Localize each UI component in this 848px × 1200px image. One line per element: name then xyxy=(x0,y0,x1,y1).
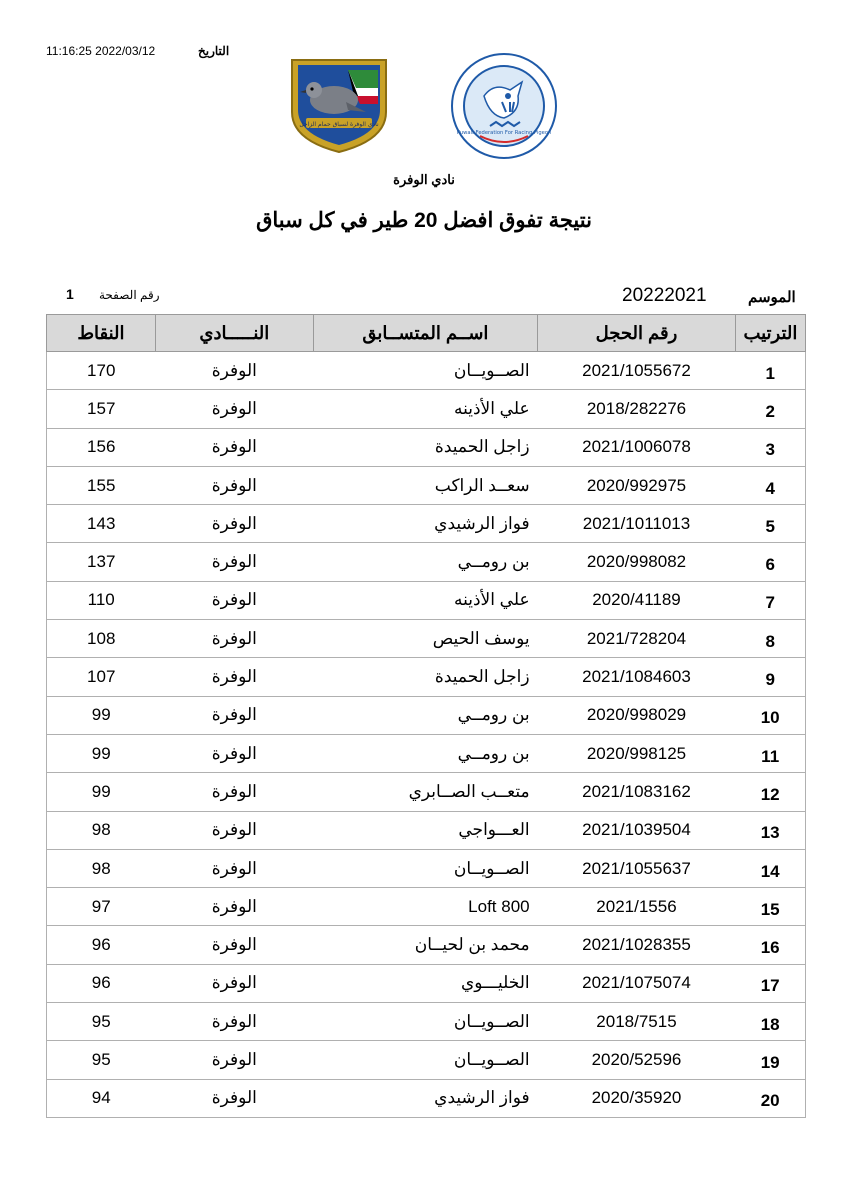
ring-number-cell: 2020/998082 xyxy=(538,543,736,581)
table-row xyxy=(47,964,806,1002)
table-row xyxy=(47,926,806,964)
club-cell: الوفرة xyxy=(155,773,313,811)
rank-cell xyxy=(735,1003,805,1041)
club-cell: الوفرة xyxy=(155,849,313,887)
ring-number-cell: 2021/1055672 xyxy=(538,352,736,390)
club-cell: الوفرة xyxy=(155,505,313,543)
season-value: 20222021 xyxy=(622,285,707,306)
table-row xyxy=(47,1041,806,1079)
table-row xyxy=(47,734,806,772)
points-cell: 156 xyxy=(47,428,156,466)
points-cell: 97 xyxy=(47,888,156,926)
table-row xyxy=(47,352,806,390)
season-label: الموسم xyxy=(748,289,796,306)
ring-number-cell: 2021/728204 xyxy=(538,620,736,658)
club-cell: الوفرة xyxy=(155,543,313,581)
header-points: النقاط xyxy=(47,315,156,352)
header-ring: رقم الحجل xyxy=(538,315,736,352)
competitor-name-cell: علي الأذينه xyxy=(313,581,537,619)
ring-number-cell: 2021/1006078 xyxy=(538,428,736,466)
competitor-name-cell: محمد بن لحيــان xyxy=(313,926,537,964)
table-row xyxy=(47,1079,806,1117)
competitor-name-cell: زاجل الحميدة xyxy=(313,428,537,466)
club-cell: الوفرة xyxy=(155,926,313,964)
points-cell: 170 xyxy=(47,352,156,390)
competitor-name-cell: الصــويــان xyxy=(313,849,537,887)
club-cell: الوفرة xyxy=(155,1079,313,1117)
header-club: النـــــادي xyxy=(155,315,313,352)
table-row xyxy=(47,466,806,504)
ring-number-cell: 2020/992975 xyxy=(538,466,736,504)
competitor-name-cell: الصــويــان xyxy=(313,1041,537,1079)
rank-value: 14 xyxy=(760,861,780,881)
ring-number-cell: 2021/1084603 xyxy=(538,658,736,696)
ring-number-cell: 2021/1556 xyxy=(538,888,736,926)
club-cell: الوفرة xyxy=(155,390,313,428)
table-row xyxy=(47,696,806,734)
points-cell: 99 xyxy=(47,734,156,772)
ring-number-cell: 2020/998125 xyxy=(538,734,736,772)
rank-cell xyxy=(735,543,805,581)
rank-value: 13 xyxy=(760,823,780,843)
competitor-name-cell: بن رومــي xyxy=(313,696,537,734)
points-cell: 94 xyxy=(47,1079,156,1117)
rank-value: 9 xyxy=(765,670,775,690)
club-cell: الوفرة xyxy=(155,658,313,696)
club-cell: الوفرة xyxy=(155,696,313,734)
ring-number-cell: 2021/1055637 xyxy=(538,849,736,887)
points-cell: 96 xyxy=(47,964,156,1002)
table-row xyxy=(47,620,806,658)
points-cell: 98 xyxy=(47,849,156,887)
competitor-name-cell: علي الأذينه xyxy=(313,390,537,428)
ring-number-cell: 2020/998029 xyxy=(538,696,736,734)
points-cell: 143 xyxy=(47,505,156,543)
points-cell: 95 xyxy=(47,1041,156,1079)
rank-cell xyxy=(735,428,805,466)
competitor-name-cell: يوسف الحيص xyxy=(313,620,537,658)
table-row xyxy=(47,505,806,543)
rank-cell xyxy=(735,620,805,658)
rank-cell xyxy=(735,1041,805,1079)
points-cell: 108 xyxy=(47,620,156,658)
competitor-name-cell: الصــويــان xyxy=(313,1003,537,1041)
club-cell: الوفرة xyxy=(155,888,313,926)
ring-number-cell: 2021/1083162 xyxy=(538,773,736,811)
competitor-name-cell: بن رومــي xyxy=(313,543,537,581)
club-name: نادي الوفرة xyxy=(393,172,455,187)
rank-value: 1 xyxy=(765,363,775,383)
rank-cell xyxy=(735,505,805,543)
rank-cell xyxy=(735,390,805,428)
rank-cell xyxy=(735,773,805,811)
points-cell: 96 xyxy=(47,926,156,964)
table-row xyxy=(47,581,806,619)
page-number-label: رقم الصفحة xyxy=(99,288,160,302)
club-cell: الوفرة xyxy=(155,352,313,390)
table-header-row xyxy=(47,315,806,352)
federation-logo xyxy=(450,52,558,160)
club-cell: الوفرة xyxy=(155,734,313,772)
table-row xyxy=(47,849,806,887)
points-cell: 155 xyxy=(47,466,156,504)
competitor-name-cell: Loft 800 xyxy=(313,888,537,926)
rank-value: 7 xyxy=(765,593,775,613)
table-row xyxy=(47,811,806,849)
rank-cell xyxy=(735,964,805,1002)
club-cell: الوفرة xyxy=(155,1003,313,1041)
points-cell: 110 xyxy=(47,581,156,619)
print-datetime: 11:16:25 2022/03/12 xyxy=(46,44,156,58)
points-cell: 107 xyxy=(47,658,156,696)
table-row xyxy=(47,543,806,581)
rank-value: 3 xyxy=(765,440,775,460)
points-cell: 95 xyxy=(47,1003,156,1041)
date-label: التاريخ xyxy=(198,44,230,58)
rank-cell xyxy=(735,581,805,619)
ring-number-cell: 2021/1011013 xyxy=(538,505,736,543)
table-row xyxy=(47,658,806,696)
rank-value: 5 xyxy=(765,516,775,536)
points-cell: 98 xyxy=(47,811,156,849)
rank-cell xyxy=(735,696,805,734)
rank-value: 15 xyxy=(760,899,780,919)
page-number-value: 1 xyxy=(66,286,74,302)
points-cell: 157 xyxy=(47,390,156,428)
rank-value: 8 xyxy=(765,631,775,651)
competitor-name-cell: متعــب الصــابري xyxy=(313,773,537,811)
rank-value: 4 xyxy=(765,478,775,498)
club-logo xyxy=(286,56,392,154)
club-cell: الوفرة xyxy=(155,1041,313,1079)
table-row xyxy=(47,773,806,811)
rank-cell xyxy=(735,658,805,696)
rank-value: 17 xyxy=(760,976,780,996)
competitor-name-cell: سعــد الراكب xyxy=(313,466,537,504)
ring-number-cell: 2021/1039504 xyxy=(538,811,736,849)
header-rank: الترتيب xyxy=(735,315,805,352)
ring-number-cell: 2021/1028355 xyxy=(538,926,736,964)
club-cell: الوفرة xyxy=(155,620,313,658)
rank-value: 16 xyxy=(760,938,780,958)
club-logo-text: نادي الوفرة لسباق حمام الزاجل xyxy=(299,121,379,128)
rank-value: 12 xyxy=(760,784,780,804)
points-cell: 99 xyxy=(47,696,156,734)
ring-number-cell: 2020/35920 xyxy=(538,1079,736,1117)
rank-value: 20 xyxy=(760,1091,780,1111)
points-cell: 99 xyxy=(47,773,156,811)
competitor-name-cell: زاجل الحميدة xyxy=(313,658,537,696)
report-title: نتيجة تفوق افضل 20 طير في كل سباق xyxy=(256,209,592,232)
rank-cell xyxy=(735,1079,805,1117)
rank-value: 10 xyxy=(760,708,780,728)
rank-cell xyxy=(735,849,805,887)
rank-cell xyxy=(735,352,805,390)
ring-number-cell: 2020/41189 xyxy=(538,581,736,619)
table-row xyxy=(47,390,806,428)
table-row xyxy=(47,1003,806,1041)
club-cell: الوفرة xyxy=(155,428,313,466)
rank-value: 11 xyxy=(761,746,780,766)
club-cell: الوفرة xyxy=(155,466,313,504)
rank-value: 2 xyxy=(765,401,775,421)
competitor-name-cell: بن رومــي xyxy=(313,734,537,772)
club-cell: الوفرة xyxy=(155,581,313,619)
rank-value: 18 xyxy=(760,1014,780,1034)
ring-number-cell: 2020/52596 xyxy=(538,1041,736,1079)
ring-number-cell: 2018/282276 xyxy=(538,390,736,428)
rank-cell xyxy=(735,811,805,849)
rank-value: 6 xyxy=(765,555,775,575)
competitor-name-cell: الصــويــان xyxy=(313,352,537,390)
competitor-name-cell: العـــواجي xyxy=(313,811,537,849)
club-cell: الوفرة xyxy=(155,811,313,849)
competitor-name-cell: فواز الرشيدي xyxy=(313,1079,537,1117)
table-row xyxy=(47,428,806,466)
club-cell: الوفرة xyxy=(155,964,313,1002)
points-cell: 137 xyxy=(47,543,156,581)
table-row xyxy=(47,888,806,926)
rank-cell xyxy=(735,466,805,504)
federation-logo-text: Kuwait Federation For Racing Pigeon xyxy=(456,130,552,136)
ring-number-cell: 2018/7515 xyxy=(538,1003,736,1041)
rank-cell xyxy=(735,888,805,926)
ring-number-cell: 2021/1075074 xyxy=(538,964,736,1002)
competitor-name-cell: الخليـــوي xyxy=(313,964,537,1002)
rank-cell xyxy=(735,926,805,964)
competitor-name-cell: فواز الرشيدي xyxy=(313,505,537,543)
rank-value: 19 xyxy=(760,1052,780,1072)
results-table xyxy=(46,314,806,1118)
rank-cell xyxy=(735,734,805,772)
header-name: اســم المتســابق xyxy=(313,315,537,352)
